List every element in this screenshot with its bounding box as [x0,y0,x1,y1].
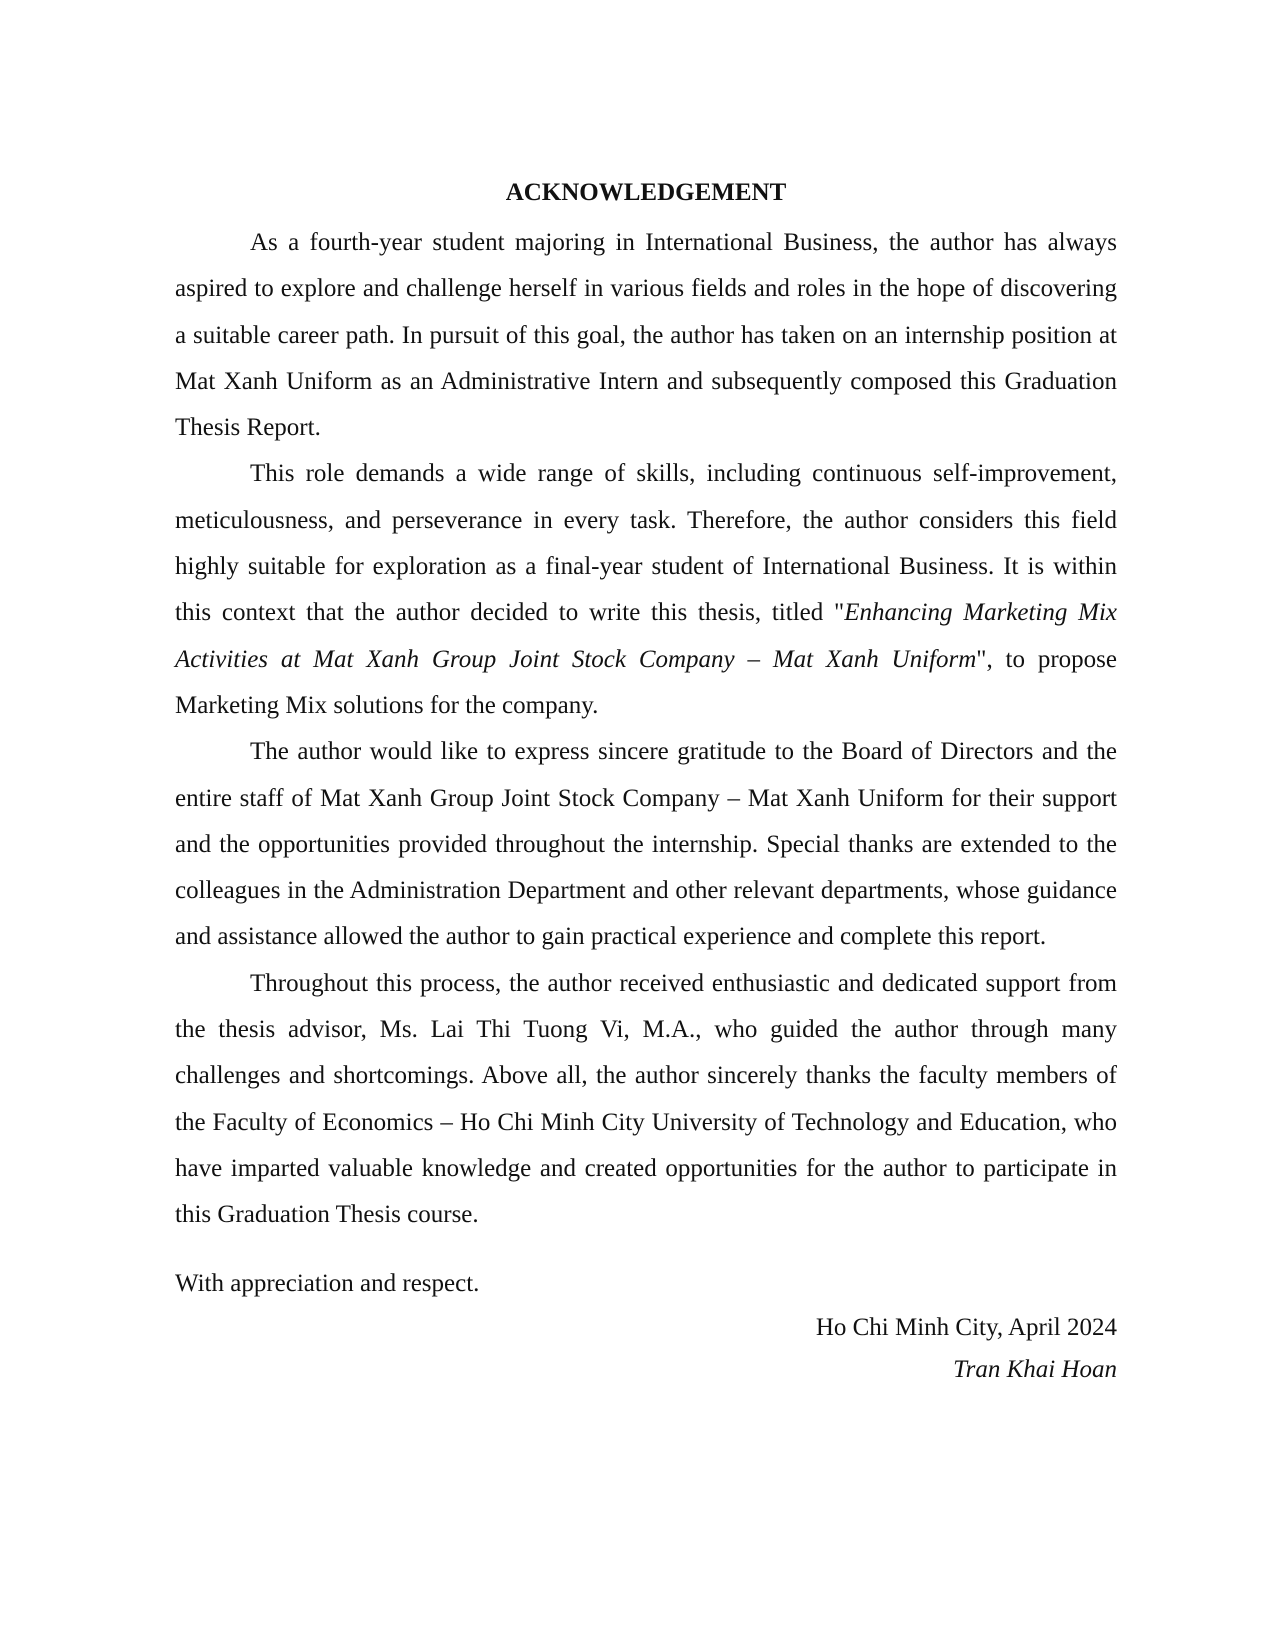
thesis-title: Enhancing Marketing Mix Activities at Mat Xanh Group Joint Stock Company – Mat Xanh Uniform [175,599,1117,673]
author-signature: Tran Khai Hoan [953,1355,1117,1383]
paragraph-2 [175,451,1117,729]
closing-line: With appreciation and respect. [175,1269,480,1297]
paragraph-2-text-after: ", to propose Marketing Mix solutions for the company. [175,645,1117,719]
place-date: Ho Chi Minh City, April 2024 [815,1313,1117,1341]
paragraph-3: The author would like to express sincere gratitude to the Board of Directors and the entire staff of Mat Xanh Group Joint Stock Company – Mat Xanh Uniform for their support and the opportunities provided throughout the internship. Special thanks are extended to the colleagues in the Administration Department and other relevant departments, whose guidance and assistance allowed the author to gain practical experience and complete this report. [175,738,1117,951]
page-title: ACKNOWLEDGEMENT [505,179,787,206]
paragraph-2-text-before: This role demands a wide range of skills, including continuous self-improvement, meticulousness, and perseverance in every task. Therefore, the author considers this field highly suitable for exploration as a final-year student of International Business. It is within this context that the author decided to write this thesis, titled " [175,460,1117,627]
paragraph-4: Throughout this process, the author received enthusiastic and dedicated support from the thesis advisor, Ms. Lai Thi Tuong Vi, M.A., who guided the author through many challenges and shortcomings. Above all, the author sincerely thanks the faculty members of the Faculty of Economics – Ho Chi Minh City University of Technology and Education, who have imparted valuable knowledge and created opportunities for the author to participate in this Graduation Thesis course. [175,969,1117,1229]
paragraph-1: As a fourth-year student majoring in International Business, the author has always aspired to explore and challenge herself in various fields and roles in the hope of discovering a suitable career path. In pursuit of this goal, the author has taken on an internship position at Mat Xanh Uniform as an Administrative Intern and subsequently composed this Graduation Thesis Report. [175,229,1117,442]
document-page [175,178,1117,1391]
